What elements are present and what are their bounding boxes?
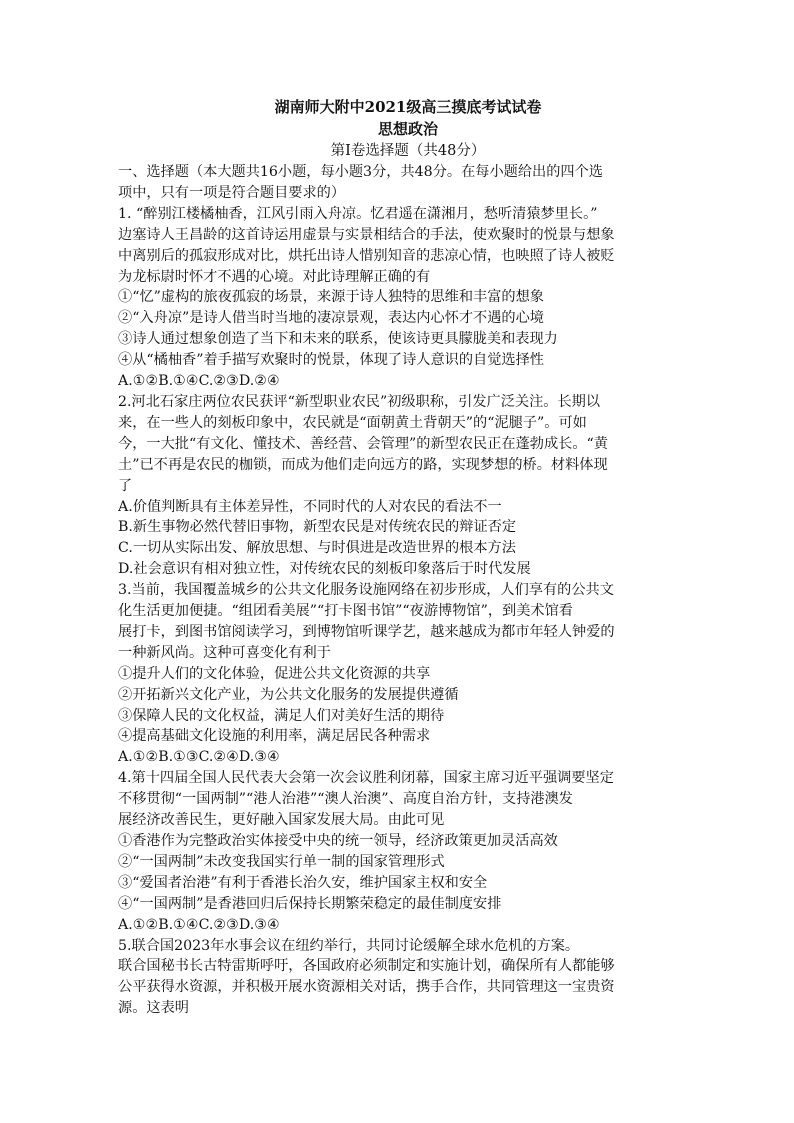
question-2-stem: 今，一大批“有文化、懂技术、善经营、会管理”的新型农民正在蓬勃成长。“黄 [118, 435, 608, 452]
question-3-item: ①提升人们的文化体验，促进公共文化资源的共享 [118, 665, 431, 682]
instructions-line: 一、选择题（本大题共16小题，每小题3分，共48分。在每小题给出的四个选 [118, 164, 603, 180]
question-4-stem: 展经济改善民生，更好融入国家发展大局。由此可见 [118, 812, 445, 829]
exam-title: 湖南师大附中2021级高三摸底考试试卷 [274, 98, 542, 116]
question-1-stem: 边塞诗人王昌龄的这首诗运用虚景与实景相结合的手法，使欢聚时的悦景与想象 [118, 226, 615, 243]
question-1-item: ②“入舟凉”是诗人借当时当地的凄凉景观，表达内心怀才不遇的心境 [118, 310, 544, 327]
question-2-option-d: D.社会意识有相对独立性，对传统农民的刻板印象落后于时代发展 [118, 561, 531, 578]
question-2-option-a: A.价值判断具有主体差异性，不同时代的人对农民的看法不一 [118, 498, 502, 515]
subject-title: 思想政治 [377, 120, 438, 138]
question-5-stem: 源。这表明 [118, 1000, 189, 1017]
question-5-stem: 5.联合国2023年水事会议在纽约举行，共同讨论缓解全球水危机的方案。 [118, 937, 580, 954]
instructions-line: 项中，只有一项是符合题目要求的） [118, 184, 346, 201]
question-3-options: A.①②B.①③C.②④D.③④ [118, 749, 280, 766]
question-1-options: A.①②B.①④C.②③D.②④ [118, 373, 280, 390]
question-1-item: ④从“橘柚香”着手描写欢聚时的悦景，体现了诗人意识的自觉选择性 [118, 352, 544, 369]
question-3-item: ③保障人民的文化权益，满足人们对美好生活的期待 [118, 707, 445, 724]
question-5-stem: 公平获得水资源，并积极开展水资源相关对话，携手合作，共同管理这一宝贵资 [118, 979, 615, 996]
question-1-item: ①“忆”虚构的旅夜孤寂的场景，来源于诗人独特的思维和丰富的想象 [118, 289, 544, 306]
question-4-item: ③“爱国者治港”有利于香港长治久安，维护国家主权和安全 [118, 874, 488, 891]
question-3-stem: 展打卡，到图书馆阅读学习，到博物馆听课学艺，越来越成为都市年轻人钟爱的 [118, 623, 615, 640]
section-heading: 第Ⅰ卷选择题（共48分） [330, 143, 486, 159]
question-2-stem: 2.河北石家庄两位农民获评“新型职业农民”初级职称，引发广泛关注。长期以 [118, 393, 601, 410]
question-4-stem: 不移贯彻“一国两制”“港人治港”“澳人治澳”、高度自治方针，支持港澳发 [118, 791, 573, 808]
question-2-stem: 来，在一些人的刻板印象中，农民就是“面朝黄土背朝天”的“泥腿子”。可如 [118, 414, 587, 431]
question-2-option-b: B.新生事物必然代替旧事物，新型农民是对传统农民的辩证否定 [118, 519, 517, 536]
question-1-item: ③诗人通过想象创造了当下和未来的联系，使该诗更具朦胧美和表现力 [118, 331, 558, 348]
question-2-option-c: C.一切从实际出发、解放思想、与时俱进是改造世界的根本方法 [118, 540, 516, 557]
question-3-stem: 3.当前，我国覆盖城乡的公共文化服务设施网络在初步形成，人们享有的公共文 [118, 582, 614, 599]
question-3-item: ④提高基础文化设施的利用率，满足居民各种需求 [118, 728, 431, 745]
question-3 [118, 580, 684, 768]
question-5-stem: 联合国秘书长古特雷斯呼吁，各国政府必须制定和实施计划，确保所有人都能够 [118, 958, 615, 975]
question-3-stem: 化生活更加便捷。“组团看美展”“打卡图书馆”“夜游博物馆”，到美术馆看 [118, 603, 573, 620]
question-5 [118, 936, 684, 1020]
question-4-item: ②“一国两制”未改变我国实行单一制的国家管理形式 [118, 853, 445, 870]
question-2-stem: 土”已不再是农民的枷锁，而成为他们走向远方的路，实现梦想的桥。材料体现 [118, 456, 608, 473]
question-2 [118, 392, 684, 580]
instructions [118, 162, 684, 204]
question-4-stem: 4.第十四届全国人民代表大会第一次会议胜利闭幕，国家主席习近平强调要坚定 [118, 770, 614, 787]
question-4-item: ①香港作为完整政治实体接受中央的统一领导，经济政策更加灵活高效 [118, 833, 558, 849]
question-3-stem: 一种新风尚。这种可喜变化有利于 [118, 644, 331, 661]
question-3-item: ②开拓新兴文化产业，为公共文化服务的发展提供遵循 [118, 686, 459, 703]
exam-page [118, 96, 684, 1019]
question-2-stem: 了 [118, 477, 133, 494]
question-1-stem: 中离别后的孤寂形成对比，烘托出诗人惜别知音的悲凉心情，也映照了诗人被贬 [118, 247, 615, 264]
question-1-stem: 1. “醉别江楼橘柚香，江风引雨入舟凉。忆君遥在潇湘月，愁听清猿梦里长。” [118, 205, 598, 222]
question-4 [118, 768, 684, 935]
question-4-item: ④“一国两制”是香港回归后保持长期繁荣稳定的最佳制度安排 [118, 895, 502, 912]
question-1 [118, 204, 684, 392]
question-4-options: A.①②B.①④C.②③D.③④ [118, 916, 280, 933]
question-1-stem: 为龙标尉时怀才不遇的心境。对此诗理解正确的有 [118, 268, 431, 285]
